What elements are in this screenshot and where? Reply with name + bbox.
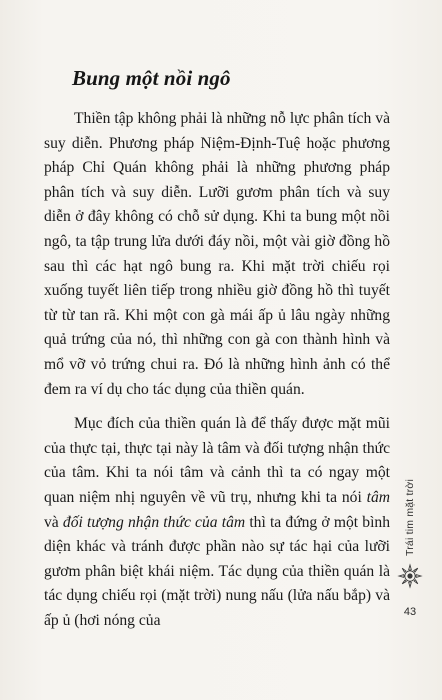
section-heading: Bung một nồi ngô xyxy=(72,66,231,90)
sun-ornament-icon xyxy=(396,562,424,590)
running-title: Trái tim mặt trời xyxy=(404,479,416,556)
text-run: Mục đích của thiền quán là để thấy được mặt mũi của thực tại, thực tại này là tâm và đối tượng nhận thức của tâm. Khi ta nói tâm và cảnh thì ta có ngay một quan niệm nhị nguyên về vũ trụ, nhưng khi ta nói xyxy=(44,415,390,506)
italic-phrase: tâm xyxy=(366,488,390,506)
italic-phrase: đối tượng nhận thức của tâm xyxy=(62,513,246,531)
text-run: thì ta đứng ở một bình diện khác và tránh được phần nào sự tác hại của lưỡi gươm phân biệt khái niệm. Tác dụng của thiền quán là tác dụng chiếu rọi (mặt trời) nung nấu (lửa nấu bắp) và ấp ủ (hơi nóng của xyxy=(44,513,390,629)
text-run: và xyxy=(44,513,63,531)
text-run: Thiền tập không phải là những nỗ lực phân tích và suy diễn. Phương pháp Niệm-Định-Tuệ hoặc phương pháp Chỉ Quán không phải là những phương pháp phân tích và suy diễn. Lưỡi gươm phân tích và suy diễn ở đây không có chỗ sử dụng. Khi ta bung một nồi ngô, ta tập trung lửa dưới đáy nồi, một vài giờ đồng hồ sau thì các hạt ngô bung ra. Khi mặt trời chiếu rọi xuống tuyết liên tiếp trong nhiều giờ đồng hồ thì tuyết từ từ tan rã. Khi một con gà mái ấp ủ lâu ngày những quả trứng của nó, thì những con gà con thành hình và mổ vỡ vỏ trứng chui ra. Đó là những hình ảnh có thể đem ra ví dụ cho tác dụng của thiền quán. xyxy=(44,110,390,398)
paragraph xyxy=(44,107,390,402)
body-text xyxy=(44,107,390,633)
page-number: 43 xyxy=(403,606,417,618)
paragraph xyxy=(44,412,390,633)
